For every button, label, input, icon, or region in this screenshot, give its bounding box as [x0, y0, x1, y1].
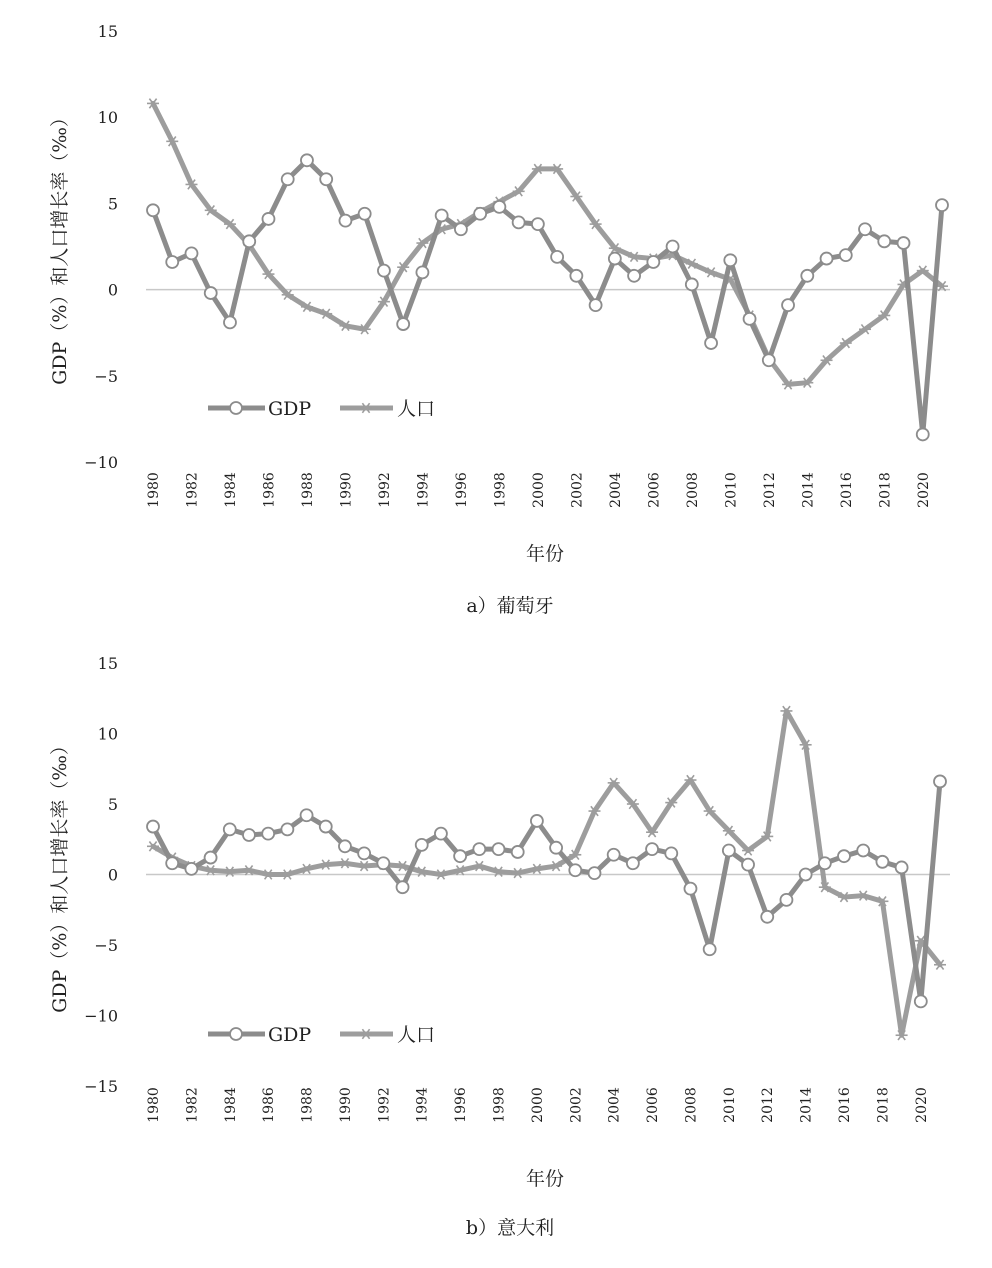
portugal-gdp-point: [320, 173, 332, 185]
italy-x-tick-label: 1996: [453, 1087, 470, 1123]
italy-gdp-point: [800, 869, 812, 881]
portugal-gdp-point: [801, 270, 813, 282]
portugal-gdp-point: [301, 154, 313, 166]
italy-gdp-point: [704, 943, 716, 955]
portugal-gdp-point: [917, 428, 929, 440]
italy-x-tick-label: 2020: [913, 1087, 930, 1123]
portugal-x-tick-label: 2008: [684, 472, 701, 508]
portugal-y-axis-title: GDP（%）和人口增长率（‰）: [49, 108, 71, 385]
portugal-gdp-point: [724, 254, 736, 266]
portugal-gdp-point: [821, 253, 833, 265]
italy-gdp-point: [569, 864, 581, 876]
portugal-gdp-point: [686, 278, 698, 290]
portugal-x-tick-label: 2000: [530, 472, 547, 508]
italy-x-tick-label: 1984: [222, 1087, 239, 1123]
italy-x-tick-label: 2012: [760, 1087, 777, 1123]
italy-legend-population-label: 人口: [397, 1024, 436, 1046]
italy-y-tick-label: 5: [107, 795, 118, 814]
italy-gdp-point: [377, 857, 389, 869]
italy-gdp-point: [838, 850, 850, 862]
italy-gdp-point: [896, 861, 908, 873]
portugal-gdp-point: [397, 318, 409, 330]
italy-gdp-point: [339, 840, 351, 852]
portugal-gdp-point: [859, 223, 871, 235]
italy-gdp-point: [262, 828, 274, 840]
portugal-gdp-point: [628, 270, 640, 282]
portugal-y-tick-label: 5: [107, 194, 118, 214]
portugal-x-tick-label: 2004: [607, 472, 624, 508]
italy-gdp-point: [646, 843, 658, 855]
italy-gdp-point: [608, 849, 620, 861]
portugal-gdp-point: [243, 235, 255, 247]
portugal-gdp-point: [455, 223, 467, 235]
italy-y-tick-label: 15: [97, 654, 118, 673]
portugal-gdp-point: [667, 241, 679, 253]
portugal-gdp-point: [705, 337, 717, 349]
italy-gdp-point: [915, 995, 927, 1007]
portugal-x-tick-label: 1982: [184, 472, 201, 508]
italy-gdp-point: [454, 850, 466, 862]
portugal-gdp-point: [570, 270, 582, 282]
portugal-legend-gdp-marker: [230, 402, 242, 414]
italy-x-tick-label: 1994: [414, 1087, 431, 1123]
portugal-gdp-point: [166, 256, 178, 268]
portugal-x-tick-label: 2020: [915, 472, 932, 508]
portugal-gdp-point: [474, 208, 486, 220]
italy-gdp-point: [742, 859, 754, 871]
portugal-x-tick-label: 1986: [261, 472, 278, 508]
portugal-x-tick-label: 2018: [877, 472, 894, 508]
italy-gdp-point: [435, 828, 447, 840]
italy-x-tick-label: 2008: [683, 1087, 700, 1123]
italy-gdp-point: [780, 894, 792, 906]
portugal-gdp-point: [185, 247, 197, 259]
italy-gdp-point: [205, 852, 217, 864]
portugal-gdp-point: [532, 218, 544, 230]
portugal-gdp-point: [282, 173, 294, 185]
italy-gdp-point: [627, 857, 639, 869]
portugal-caption: a）葡萄牙: [466, 595, 554, 617]
italy-x-tick-label: 2000: [529, 1087, 546, 1123]
italy-legend: [208, 1024, 435, 1046]
italy-gdp-point: [588, 867, 600, 879]
portugal-gdp-point: [205, 287, 217, 299]
portugal-legend-population-label: 人口: [397, 398, 436, 420]
italy-y-tick-label: 10: [97, 724, 118, 744]
italy-gdp-point: [166, 857, 178, 869]
portugal-gdp-point: [878, 235, 890, 247]
italy-x-tick-label: 2006: [645, 1087, 662, 1123]
italy-gdp-point: [301, 809, 313, 821]
italy-gdp-point: [358, 847, 370, 859]
portugal-gdp-point: [744, 313, 756, 325]
italy-x-tick-label: 2018: [875, 1087, 892, 1123]
italy-x-tick-label: 1990: [337, 1087, 354, 1123]
portugal-gdp-point: [840, 249, 852, 261]
portugal-y-tick-label: −5: [94, 366, 118, 386]
portugal-x-tick-label: 1996: [453, 472, 470, 508]
portugal-x-tick-label: 1988: [299, 472, 316, 508]
italy-gdp-point: [473, 843, 485, 855]
portugal-y-tick-label: −10: [84, 453, 118, 472]
italy-population-line: [153, 711, 940, 1035]
italy-x-tick-label: 2014: [798, 1087, 815, 1123]
italy-y-tick-label: −10: [84, 1006, 118, 1026]
italy-x-tick-label: 2016: [837, 1087, 854, 1123]
portugal-x-tick-label: 1998: [492, 472, 509, 508]
portugal-gdp-point: [513, 216, 525, 228]
portugal-gdp-line: [153, 160, 942, 434]
italy-gdp-point: [224, 823, 236, 835]
portugal-gdp-point: [378, 265, 390, 277]
italy-y-tick-label: −15: [84, 1077, 118, 1096]
italy-x-tick-label: 1986: [261, 1087, 278, 1123]
italy-gdp-point: [934, 775, 946, 787]
portugal-x-tick-label: 2014: [800, 472, 817, 508]
portugal-x-tick-label: 2012: [761, 472, 778, 508]
italy-gdp-point: [876, 856, 888, 868]
italy-population-point: [358, 861, 370, 871]
portugal-gdp-point: [262, 213, 274, 225]
italy-x-tick-label: 2002: [568, 1087, 585, 1123]
italy-gdp-point: [531, 815, 543, 827]
italy-x-tick-label: 2010: [721, 1087, 738, 1123]
italy-y-tick-label: 0: [107, 865, 118, 885]
italy-gdp-point: [493, 843, 505, 855]
portugal-gdp-point: [647, 256, 659, 268]
italy-x-tick-label: 1988: [299, 1087, 316, 1123]
portugal-y-tick-label: 0: [107, 280, 118, 300]
italy-gdp-point: [243, 829, 255, 841]
portugal-gdp-point: [147, 204, 159, 216]
italy-gdp-point: [723, 845, 735, 857]
portugal-legend-population-marker: [360, 403, 372, 413]
italy-x-tick-label: 1992: [376, 1087, 393, 1123]
italy-gdp-point: [819, 857, 831, 869]
italy-x-tick-label: 1980: [146, 1087, 162, 1123]
portugal-legend-gdp-label: GDP: [268, 398, 312, 420]
italy-population-point: [339, 858, 351, 868]
italy-gdp-point: [761, 911, 773, 923]
italy-x-tick-label: 1982: [184, 1087, 201, 1123]
italy-x-tick-label: 1998: [491, 1087, 508, 1123]
portugal-x-tick-label: 1990: [338, 472, 355, 508]
italy-gdp-point: [684, 883, 696, 895]
portugal-gdp-point: [436, 209, 448, 221]
portugal-gdp-point: [590, 299, 602, 311]
portugal-gdp-point: [416, 266, 428, 278]
portugal-x-tick-label: 2006: [646, 472, 663, 508]
italy-gdp-point: [320, 821, 332, 833]
italy-legend-gdp-label: GDP: [268, 1024, 312, 1046]
italy-gdp-point: [147, 821, 159, 833]
portugal-x-tick-label: 2002: [569, 472, 586, 508]
portugal-x-tick-label: 1994: [415, 472, 432, 508]
portugal-gdp-point: [493, 201, 505, 213]
italy-legend-population-marker: [360, 1029, 372, 1039]
italy-gdp-point: [665, 847, 677, 859]
portugal-gdp-point: [936, 199, 948, 211]
italy-gdp-point: [185, 863, 197, 875]
italy-gdp-point: [512, 846, 524, 858]
portugal-gdp-point: [898, 237, 910, 249]
italy-y-tick-label: −5: [94, 936, 118, 955]
portugal-gdp-point: [551, 251, 563, 263]
italy-gdp-point: [416, 839, 428, 851]
portugal-x-tick-label: 1980: [146, 472, 162, 508]
portugal-gdp-point: [609, 253, 621, 265]
portugal-gdp-point: [782, 299, 794, 311]
portugal-gdp-point: [763, 354, 775, 366]
portugal-x-tick-label: 2010: [723, 472, 740, 508]
italy-x-tick-label: 2004: [606, 1087, 623, 1123]
italy-caption: b）意大利: [465, 1217, 555, 1239]
chart-italy: [0, 634, 992, 1268]
chart-panel-italy: [0, 634, 992, 1268]
italy-gdp-point: [397, 881, 409, 893]
portugal-x-tick-label: 2016: [838, 472, 855, 508]
portugal-y-tick-label: 10: [97, 108, 118, 128]
italy-gdp-point: [857, 845, 869, 857]
portugal-y-tick-label: 15: [97, 22, 118, 41]
portugal-x-axis-title: 年份: [525, 543, 565, 565]
italy-gdp-point: [281, 823, 293, 835]
italy-legend-gdp-marker: [230, 1028, 242, 1040]
italy-y-axis-title: GDP（%）和人口增长率（‰）: [49, 736, 71, 1013]
portugal-x-tick-label: 1992: [376, 472, 393, 508]
portugal-gdp-point: [224, 316, 236, 328]
portugal-x-tick-label: 1984: [222, 472, 239, 508]
portugal-gdp-point: [359, 208, 371, 220]
italy-x-axis-title: 年份: [525, 1168, 565, 1190]
portugal-legend: [208, 398, 435, 420]
italy-gdp-point: [550, 842, 562, 854]
portugal-gdp-point: [339, 215, 351, 227]
